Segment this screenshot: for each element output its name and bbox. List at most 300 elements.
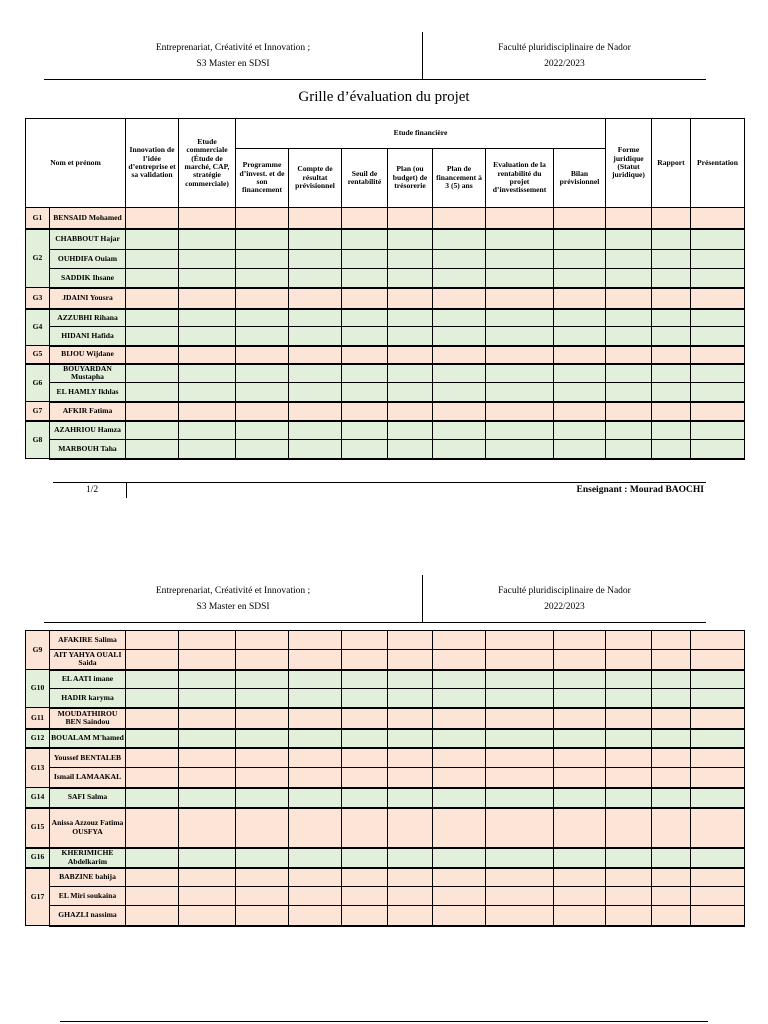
grade-cell[interactable]: [433, 887, 486, 906]
grade-cell[interactable]: [554, 887, 606, 906]
grade-cell[interactable]: [554, 402, 606, 421]
grade-cell[interactable]: [691, 768, 745, 788]
grade-cell[interactable]: [486, 346, 554, 364]
grade-cell[interactable]: [179, 868, 236, 887]
grade-cell[interactable]: [433, 708, 486, 729]
grade-cell[interactable]: [652, 650, 691, 670]
grade-cell[interactable]: [342, 768, 388, 788]
grade-cell[interactable]: [126, 269, 179, 288]
grade-cell[interactable]: [179, 208, 236, 229]
grade-cell[interactable]: [126, 748, 179, 768]
grade-cell[interactable]: [554, 670, 606, 689]
grade-cell[interactable]: [289, 402, 342, 421]
grade-cell[interactable]: [652, 689, 691, 708]
grade-cell[interactable]: [126, 631, 179, 650]
grade-cell[interactable]: [126, 670, 179, 689]
grade-cell[interactable]: [236, 631, 289, 650]
grade-cell[interactable]: [691, 906, 745, 926]
grade-cell[interactable]: [236, 808, 289, 848]
grade-cell[interactable]: [388, 327, 433, 346]
grade-cell[interactable]: [433, 288, 486, 309]
grade-cell[interactable]: [606, 421, 652, 440]
grade-cell[interactable]: [554, 364, 606, 383]
grade-cell[interactable]: [606, 887, 652, 906]
grade-cell[interactable]: [691, 788, 745, 808]
grade-cell[interactable]: [652, 670, 691, 689]
grade-cell[interactable]: [691, 650, 745, 670]
grade-cell[interactable]: [554, 288, 606, 309]
grade-cell[interactable]: [388, 229, 433, 250]
grade-cell[interactable]: [289, 269, 342, 288]
grade-cell[interactable]: [554, 868, 606, 887]
grade-cell[interactable]: [433, 229, 486, 250]
grade-cell[interactable]: [691, 402, 745, 421]
grade-cell[interactable]: [126, 309, 179, 327]
grade-cell[interactable]: [342, 748, 388, 768]
grade-cell[interactable]: [606, 768, 652, 788]
grade-cell[interactable]: [652, 208, 691, 229]
grade-cell[interactable]: [486, 288, 554, 309]
grade-cell[interactable]: [289, 848, 342, 868]
grade-cell[interactable]: [126, 788, 179, 808]
grade-cell[interactable]: [554, 346, 606, 364]
grade-cell[interactable]: [342, 250, 388, 269]
grade-cell[interactable]: [342, 708, 388, 729]
grade-cell[interactable]: [179, 250, 236, 269]
grade-cell[interactable]: [652, 309, 691, 327]
grade-cell[interactable]: [652, 269, 691, 288]
grade-cell[interactable]: [388, 808, 433, 848]
grade-cell[interactable]: [652, 250, 691, 269]
grade-cell[interactable]: [388, 906, 433, 926]
grade-cell[interactable]: [554, 631, 606, 650]
grade-cell[interactable]: [179, 689, 236, 708]
grade-cell[interactable]: [179, 848, 236, 868]
grade-cell[interactable]: [342, 421, 388, 440]
grade-cell[interactable]: [126, 250, 179, 269]
grade-cell[interactable]: [179, 670, 236, 689]
grade-cell[interactable]: [486, 364, 554, 383]
grade-cell[interactable]: [691, 229, 745, 250]
grade-cell[interactable]: [606, 383, 652, 402]
grade-cell[interactable]: [388, 383, 433, 402]
grade-cell[interactable]: [433, 768, 486, 788]
grade-cell[interactable]: [236, 708, 289, 729]
grade-cell[interactable]: [342, 402, 388, 421]
grade-cell[interactable]: [606, 848, 652, 868]
grade-cell[interactable]: [486, 421, 554, 440]
grade-cell[interactable]: [433, 868, 486, 887]
grade-cell[interactable]: [691, 309, 745, 327]
grade-cell[interactable]: [433, 327, 486, 346]
grade-cell[interactable]: [126, 440, 179, 459]
grade-cell[interactable]: [606, 708, 652, 729]
grade-cell[interactable]: [486, 269, 554, 288]
grade-cell[interactable]: [342, 729, 388, 748]
grade-cell[interactable]: [652, 729, 691, 748]
grade-cell[interactable]: [433, 383, 486, 402]
grade-cell[interactable]: [554, 421, 606, 440]
grade-cell[interactable]: [652, 708, 691, 729]
grade-cell[interactable]: [179, 383, 236, 402]
grade-cell[interactable]: [342, 327, 388, 346]
grade-cell[interactable]: [433, 689, 486, 708]
grade-cell[interactable]: [179, 631, 236, 650]
grade-cell[interactable]: [388, 208, 433, 229]
grade-cell[interactable]: [342, 364, 388, 383]
grade-cell[interactable]: [342, 808, 388, 848]
grade-cell[interactable]: [236, 269, 289, 288]
grade-cell[interactable]: [433, 250, 486, 269]
grade-cell[interactable]: [606, 269, 652, 288]
grade-cell[interactable]: [388, 346, 433, 364]
grade-cell[interactable]: [606, 364, 652, 383]
grade-cell[interactable]: [289, 421, 342, 440]
grade-cell[interactable]: [126, 650, 179, 670]
grade-cell[interactable]: [486, 309, 554, 327]
grade-cell[interactable]: [236, 729, 289, 748]
grade-cell[interactable]: [289, 708, 342, 729]
grade-cell[interactable]: [554, 708, 606, 729]
grade-cell[interactable]: [126, 868, 179, 887]
grade-cell[interactable]: [236, 650, 289, 670]
grade-cell[interactable]: [236, 364, 289, 383]
grade-cell[interactable]: [236, 848, 289, 868]
grade-cell[interactable]: [486, 440, 554, 459]
grade-cell[interactable]: [236, 250, 289, 269]
grade-cell[interactable]: [691, 364, 745, 383]
grade-cell[interactable]: [179, 421, 236, 440]
grade-cell[interactable]: [388, 631, 433, 650]
grade-cell[interactable]: [179, 288, 236, 309]
grade-cell[interactable]: [289, 906, 342, 926]
grade-cell[interactable]: [342, 346, 388, 364]
grade-cell[interactable]: [289, 364, 342, 383]
grade-cell[interactable]: [486, 631, 554, 650]
grade-cell[interactable]: [179, 768, 236, 788]
grade-cell[interactable]: [289, 309, 342, 327]
grade-cell[interactable]: [691, 383, 745, 402]
grade-cell[interactable]: [554, 208, 606, 229]
grade-cell[interactable]: [691, 848, 745, 868]
grade-cell[interactable]: [126, 208, 179, 229]
grade-cell[interactable]: [236, 229, 289, 250]
grade-cell[interactable]: [433, 729, 486, 748]
grade-cell[interactable]: [236, 383, 289, 402]
grade-cell[interactable]: [289, 440, 342, 459]
grade-cell[interactable]: [606, 440, 652, 459]
grade-cell[interactable]: [126, 364, 179, 383]
grade-cell[interactable]: [691, 729, 745, 748]
grade-cell[interactable]: [606, 309, 652, 327]
grade-cell[interactable]: [236, 670, 289, 689]
grade-cell[interactable]: [486, 748, 554, 768]
grade-cell[interactable]: [289, 631, 342, 650]
grade-cell[interactable]: [486, 327, 554, 346]
grade-cell[interactable]: [486, 729, 554, 748]
grade-cell[interactable]: [433, 650, 486, 670]
grade-cell[interactable]: [652, 327, 691, 346]
grade-cell[interactable]: [606, 906, 652, 926]
grade-cell[interactable]: [691, 421, 745, 440]
grade-cell[interactable]: [554, 689, 606, 708]
grade-cell[interactable]: [126, 327, 179, 346]
grade-cell[interactable]: [606, 250, 652, 269]
grade-cell[interactable]: [289, 650, 342, 670]
grade-cell[interactable]: [652, 383, 691, 402]
grade-cell[interactable]: [554, 309, 606, 327]
grade-cell[interactable]: [652, 887, 691, 906]
grade-cell[interactable]: [554, 808, 606, 848]
grade-cell[interactable]: [691, 748, 745, 768]
grade-cell[interactable]: [606, 402, 652, 421]
grade-cell[interactable]: [433, 346, 486, 364]
grade-cell[interactable]: [126, 906, 179, 926]
grade-cell[interactable]: [486, 402, 554, 421]
grade-cell[interactable]: [236, 868, 289, 887]
grade-cell[interactable]: [342, 788, 388, 808]
grade-cell[interactable]: [179, 364, 236, 383]
grade-cell[interactable]: [179, 788, 236, 808]
grade-cell[interactable]: [289, 788, 342, 808]
grade-cell[interactable]: [126, 729, 179, 748]
grade-cell[interactable]: [486, 208, 554, 229]
grade-cell[interactable]: [289, 288, 342, 309]
grade-cell[interactable]: [289, 729, 342, 748]
grade-cell[interactable]: [289, 327, 342, 346]
grade-cell[interactable]: [179, 748, 236, 768]
grade-cell[interactable]: [289, 383, 342, 402]
grade-cell[interactable]: [652, 288, 691, 309]
grade-cell[interactable]: [388, 708, 433, 729]
grade-cell[interactable]: [126, 887, 179, 906]
grade-cell[interactable]: [606, 788, 652, 808]
grade-cell[interactable]: [691, 808, 745, 848]
grade-cell[interactable]: [652, 364, 691, 383]
grade-cell[interactable]: [236, 309, 289, 327]
grade-cell[interactable]: [179, 229, 236, 250]
grade-cell[interactable]: [388, 650, 433, 670]
grade-cell[interactable]: [606, 631, 652, 650]
grade-cell[interactable]: [554, 906, 606, 926]
grade-cell[interactable]: [691, 250, 745, 269]
grade-cell[interactable]: [486, 887, 554, 906]
grade-cell[interactable]: [433, 748, 486, 768]
grade-cell[interactable]: [606, 808, 652, 848]
grade-cell[interactable]: [289, 229, 342, 250]
grade-cell[interactable]: [388, 689, 433, 708]
grade-cell[interactable]: [342, 689, 388, 708]
grade-cell[interactable]: [388, 768, 433, 788]
grade-cell[interactable]: [236, 402, 289, 421]
grade-cell[interactable]: [236, 768, 289, 788]
grade-cell[interactable]: [126, 383, 179, 402]
grade-cell[interactable]: [433, 788, 486, 808]
grade-cell[interactable]: [652, 788, 691, 808]
grade-cell[interactable]: [236, 748, 289, 768]
grade-cell[interactable]: [554, 848, 606, 868]
grade-cell[interactable]: [606, 748, 652, 768]
grade-cell[interactable]: [486, 650, 554, 670]
grade-cell[interactable]: [606, 327, 652, 346]
grade-cell[interactable]: [554, 768, 606, 788]
grade-cell[interactable]: [652, 346, 691, 364]
grade-cell[interactable]: [289, 670, 342, 689]
grade-cell[interactable]: [554, 650, 606, 670]
grade-cell[interactable]: [652, 906, 691, 926]
grade-cell[interactable]: [691, 288, 745, 309]
grade-cell[interactable]: [342, 440, 388, 459]
grade-cell[interactable]: [433, 309, 486, 327]
grade-cell[interactable]: [691, 670, 745, 689]
grade-cell[interactable]: [289, 808, 342, 848]
grade-cell[interactable]: [342, 670, 388, 689]
grade-cell[interactable]: [236, 327, 289, 346]
grade-cell[interactable]: [388, 364, 433, 383]
grade-cell[interactable]: [652, 768, 691, 788]
grade-cell[interactable]: [691, 868, 745, 887]
grade-cell[interactable]: [606, 288, 652, 309]
grade-cell[interactable]: [691, 269, 745, 288]
grade-cell[interactable]: [486, 708, 554, 729]
grade-cell[interactable]: [126, 689, 179, 708]
grade-cell[interactable]: [486, 229, 554, 250]
grade-cell[interactable]: [652, 748, 691, 768]
grade-cell[interactable]: [289, 868, 342, 887]
grade-cell[interactable]: [486, 868, 554, 887]
grade-cell[interactable]: [179, 808, 236, 848]
grade-cell[interactable]: [691, 708, 745, 729]
grade-cell[interactable]: [388, 729, 433, 748]
grade-cell[interactable]: [652, 631, 691, 650]
grade-cell[interactable]: [486, 788, 554, 808]
grade-cell[interactable]: [126, 808, 179, 848]
grade-cell[interactable]: [606, 650, 652, 670]
grade-cell[interactable]: [433, 421, 486, 440]
grade-cell[interactable]: [342, 650, 388, 670]
grade-cell[interactable]: [388, 250, 433, 269]
grade-cell[interactable]: [606, 729, 652, 748]
grade-cell[interactable]: [342, 906, 388, 926]
grade-cell[interactable]: [554, 250, 606, 269]
grade-cell[interactable]: [652, 421, 691, 440]
grade-cell[interactable]: [179, 269, 236, 288]
grade-cell[interactable]: [388, 670, 433, 689]
grade-cell[interactable]: [433, 631, 486, 650]
grade-cell[interactable]: [486, 689, 554, 708]
grade-cell[interactable]: [126, 346, 179, 364]
grade-cell[interactable]: [289, 346, 342, 364]
grade-cell[interactable]: [342, 848, 388, 868]
grade-cell[interactable]: [606, 346, 652, 364]
grade-cell[interactable]: [179, 402, 236, 421]
grade-cell[interactable]: [388, 269, 433, 288]
grade-cell[interactable]: [289, 748, 342, 768]
grade-cell[interactable]: [554, 269, 606, 288]
grade-cell[interactable]: [388, 868, 433, 887]
grade-cell[interactable]: [236, 288, 289, 309]
grade-cell[interactable]: [126, 288, 179, 309]
grade-cell[interactable]: [126, 768, 179, 788]
grade-cell[interactable]: [691, 887, 745, 906]
grade-cell[interactable]: [126, 708, 179, 729]
grade-cell[interactable]: [388, 748, 433, 768]
grade-cell[interactable]: [486, 768, 554, 788]
grade-cell[interactable]: [342, 383, 388, 402]
grade-cell[interactable]: [236, 906, 289, 926]
grade-cell[interactable]: [652, 868, 691, 887]
grade-cell[interactable]: [388, 440, 433, 459]
grade-cell[interactable]: [342, 229, 388, 250]
grade-cell[interactable]: [179, 906, 236, 926]
grade-cell[interactable]: [388, 421, 433, 440]
grade-cell[interactable]: [554, 327, 606, 346]
grade-cell[interactable]: [342, 868, 388, 887]
grade-cell[interactable]: [289, 768, 342, 788]
grade-cell[interactable]: [486, 906, 554, 926]
grade-cell[interactable]: [179, 887, 236, 906]
grade-cell[interactable]: [342, 631, 388, 650]
grade-cell[interactable]: [388, 402, 433, 421]
grade-cell[interactable]: [342, 288, 388, 309]
grade-cell[interactable]: [554, 729, 606, 748]
grade-cell[interactable]: [388, 309, 433, 327]
grade-cell[interactable]: [652, 440, 691, 459]
grade-cell[interactable]: [433, 808, 486, 848]
grade-cell[interactable]: [652, 402, 691, 421]
grade-cell[interactable]: [289, 208, 342, 229]
grade-cell[interactable]: [388, 848, 433, 868]
grade-cell[interactable]: [342, 887, 388, 906]
grade-cell[interactable]: [433, 364, 486, 383]
grade-cell[interactable]: [179, 327, 236, 346]
grade-cell[interactable]: [236, 440, 289, 459]
grade-cell[interactable]: [652, 808, 691, 848]
grade-cell[interactable]: [179, 708, 236, 729]
grade-cell[interactable]: [342, 309, 388, 327]
grade-cell[interactable]: [433, 208, 486, 229]
grade-cell[interactable]: [486, 383, 554, 402]
grade-cell[interactable]: [236, 887, 289, 906]
grade-cell[interactable]: [342, 269, 388, 288]
grade-cell[interactable]: [236, 346, 289, 364]
grade-cell[interactable]: [652, 848, 691, 868]
grade-cell[interactable]: [486, 670, 554, 689]
grade-cell[interactable]: [606, 868, 652, 887]
grade-cell[interactable]: [289, 689, 342, 708]
grade-cell[interactable]: [691, 208, 745, 229]
grade-cell[interactable]: [388, 788, 433, 808]
grade-cell[interactable]: [691, 346, 745, 364]
grade-cell[interactable]: [691, 327, 745, 346]
grade-cell[interactable]: [606, 670, 652, 689]
grade-cell[interactable]: [554, 788, 606, 808]
grade-cell[interactable]: [486, 848, 554, 868]
grade-cell[interactable]: [606, 229, 652, 250]
grade-cell[interactable]: [433, 440, 486, 459]
grade-cell[interactable]: [433, 402, 486, 421]
grade-cell[interactable]: [433, 848, 486, 868]
grade-cell[interactable]: [554, 383, 606, 402]
grade-cell[interactable]: [652, 229, 691, 250]
grade-cell[interactable]: [179, 440, 236, 459]
grade-cell[interactable]: [179, 650, 236, 670]
grade-cell[interactable]: [691, 631, 745, 650]
grade-cell[interactable]: [179, 729, 236, 748]
grade-cell[interactable]: [554, 440, 606, 459]
grade-cell[interactable]: [236, 421, 289, 440]
grade-cell[interactable]: [126, 421, 179, 440]
